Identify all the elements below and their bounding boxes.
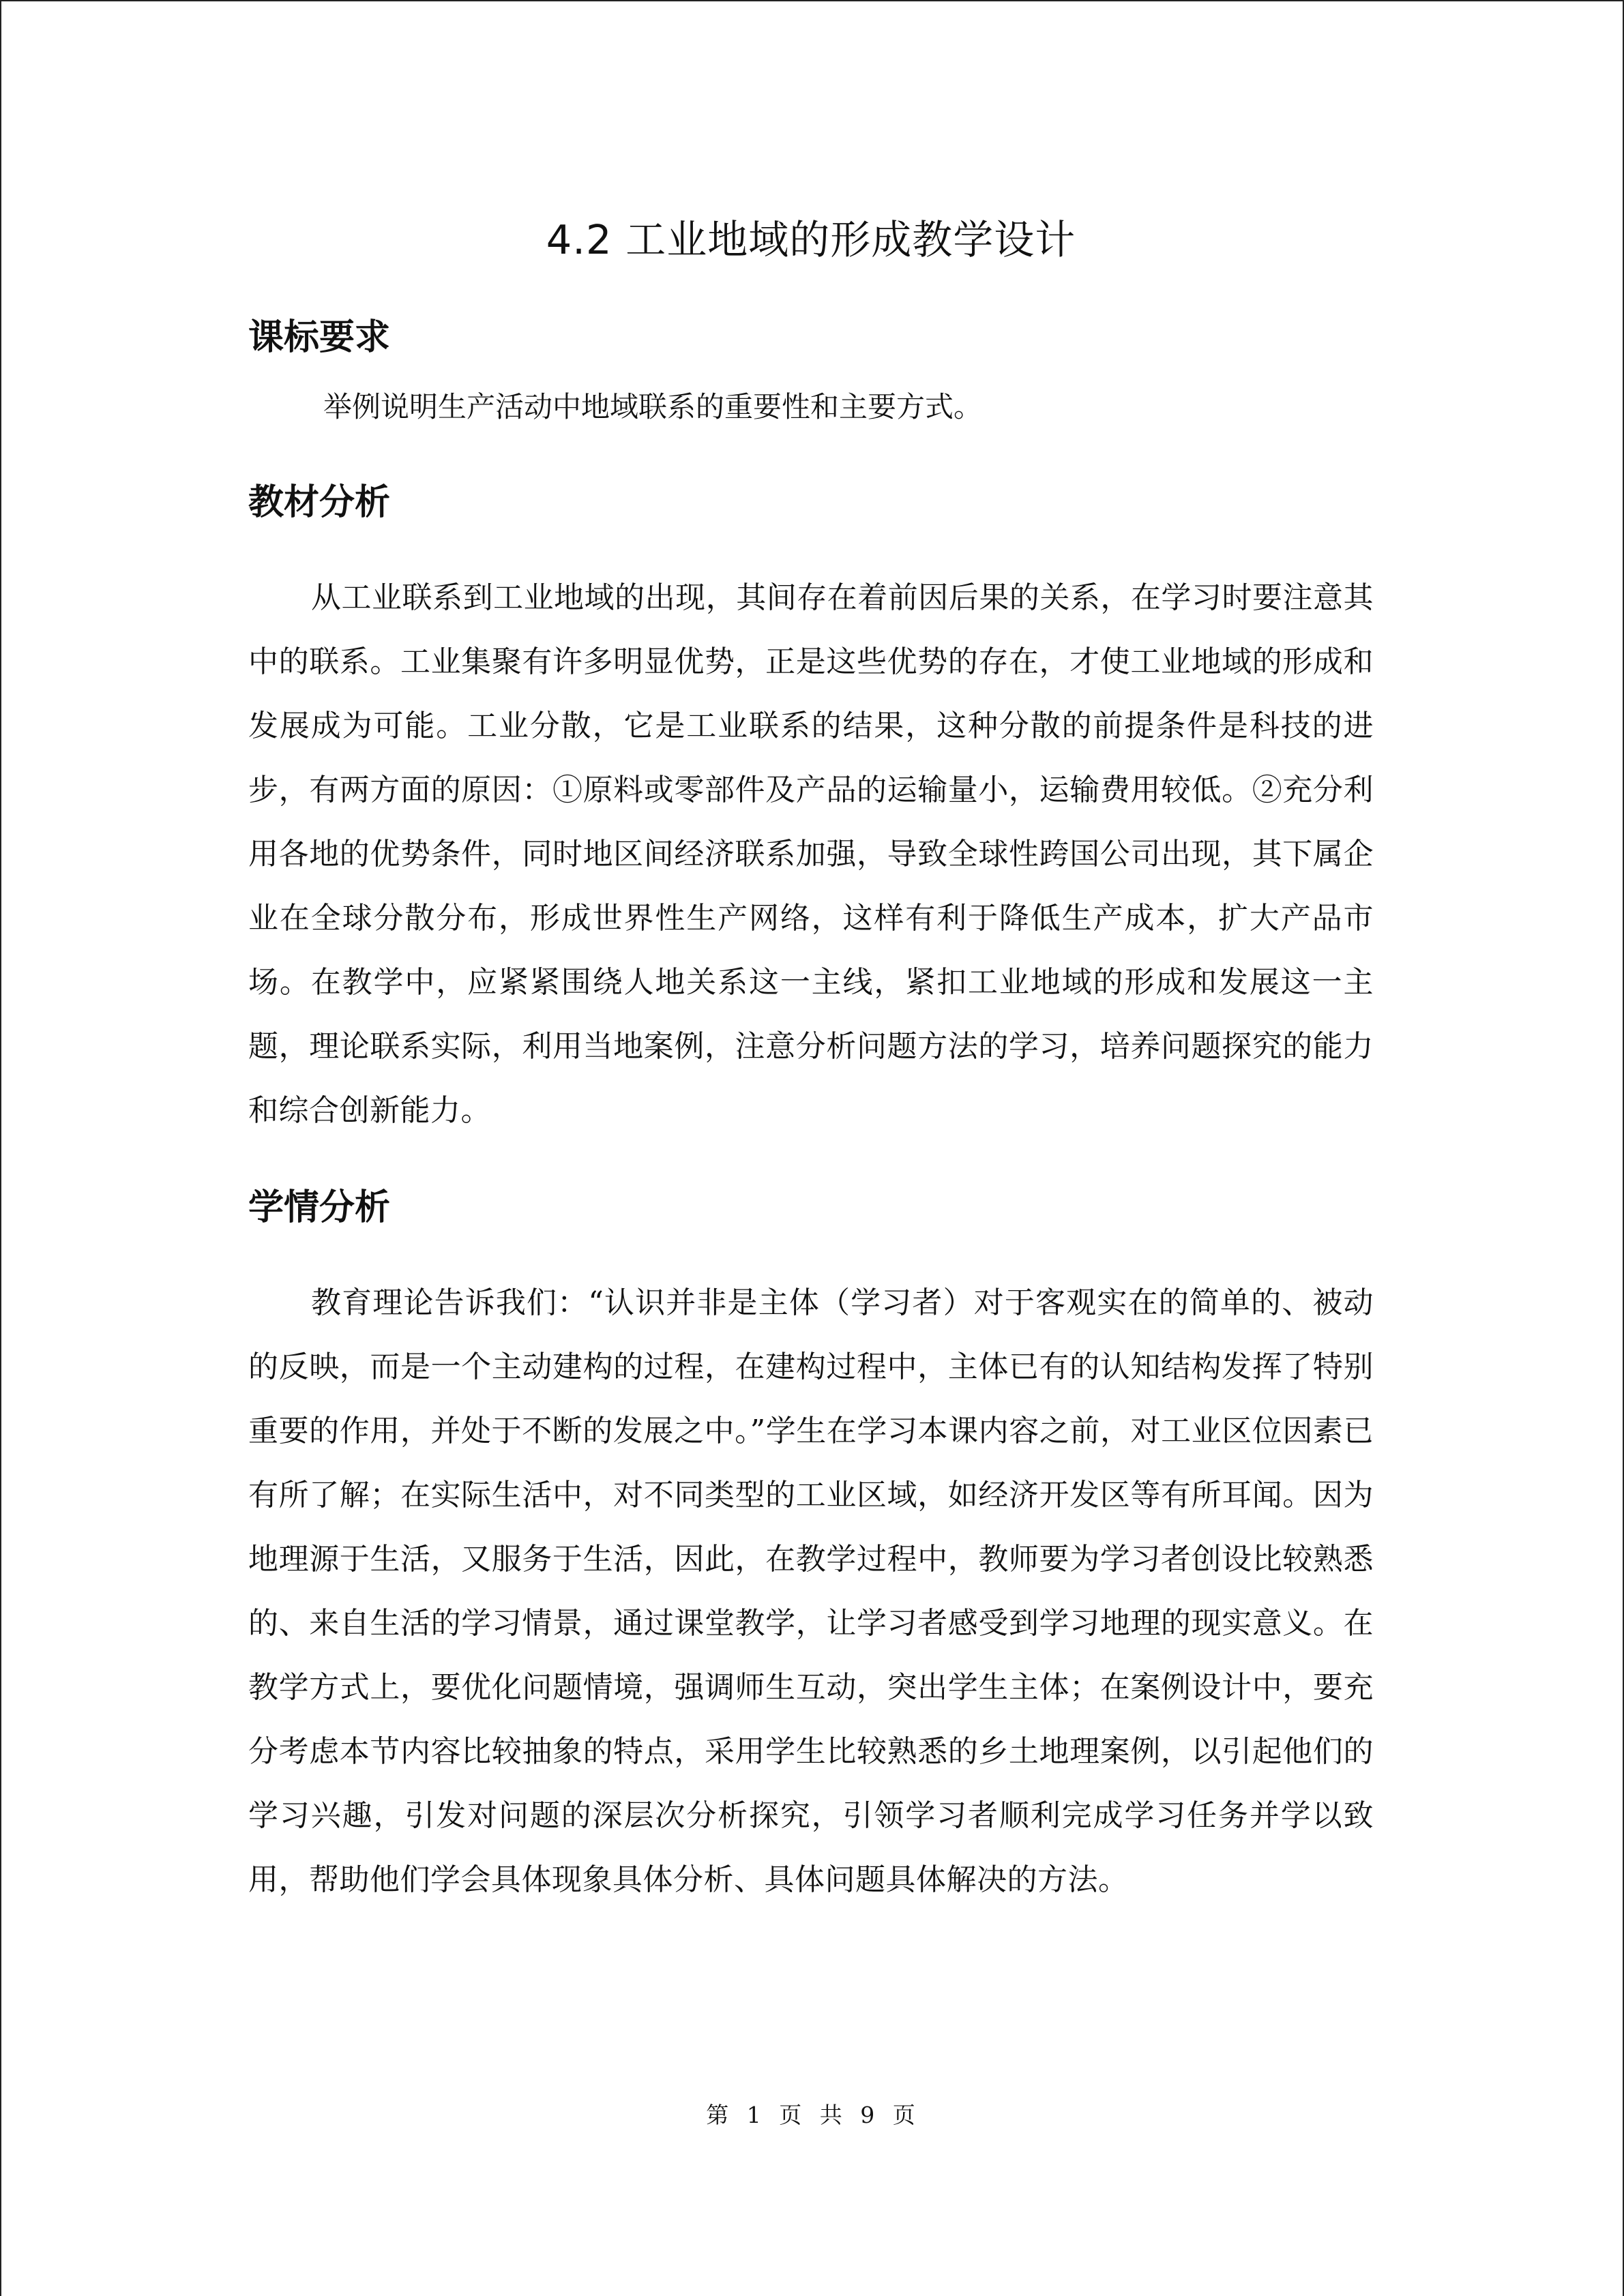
page-number-footer: 第 1 页 共 9 页 [706, 2102, 921, 2128]
section-heading-curriculum-requirements: 课标要求 [248, 317, 391, 358]
page-content [248, 192, 1374, 1912]
curriculum-requirements-text: 举例说明生产活动中地域联系的重要性和主要方式。 [323, 390, 983, 423]
textbook-analysis-paragraph: 从工业联系到工业地域的出现，其间存在着前因后果的关系，在学习时要注意其中的联系。工业集聚有许多明显优势，正是这些优势的存在，才使工业地域的形成和发展成为可能。工业分散，它是工业联系的结果，这种分散的前提条件是科技的进步，有两方面的原因：①原料或零部件及产品的运输量小，运输费用较低。②充分利用各地的优势条件，同时地区间经济联系加强，导致全球性跨国公司出现，其下属企业在全球分散分布，形成世界性生产网络，这样有利于降低生产成本，扩大产品市场。在教学中，应紧紧围绕人地关系这一主线，紧扣工业地域的形成和发展这一主题，理论联系实际，利用当地案例，注意分析问题方法的学习，培养问题探究的能力和综合创新能力。 [248, 580, 1374, 1128]
document-title: 4.2 工业地域的形成教学设计 [546, 216, 1076, 263]
section-heading-student-analysis: 学情分析 [248, 1187, 391, 1228]
student-analysis-paragraph: 教育理论告诉我们：“认识并非是主体（学习者）对于客观实在的简单的、被动的反映，而是一个主动建构的过程，在建构过程中，主体已有的认知结构发挥了特别重要的作用，并处于不断的发展之中。”学生在学习本课内容之前，对工业区位因素已有所了解；在实际生活中，对不同类型的工业区域，如经济开发区等有所耳闻。因为地理源于生活，又服务于生活，因此，在教学过程中，教师要为学习者创设比较熟悉的、来自生活的学习情景，通过课堂教学，让学习者感受到学习地理的现实意义。在教学方式上，要优化问题情境，强调师生互动，突出学生主体；在案例设计中，要充分考虑本节内容比较抽象的特点，采用学生比较熟悉的乡土地理案例，以引起他们的学习兴趣，引发对问题的深层次分析探究，引领学习者顺利完成学习任务并学以致用，帮助他们学会具体现象具体分析、具体问题具体解决的方法。 [248, 1285, 1374, 1897]
section-heading-textbook-analysis: 教材分析 [248, 482, 391, 523]
